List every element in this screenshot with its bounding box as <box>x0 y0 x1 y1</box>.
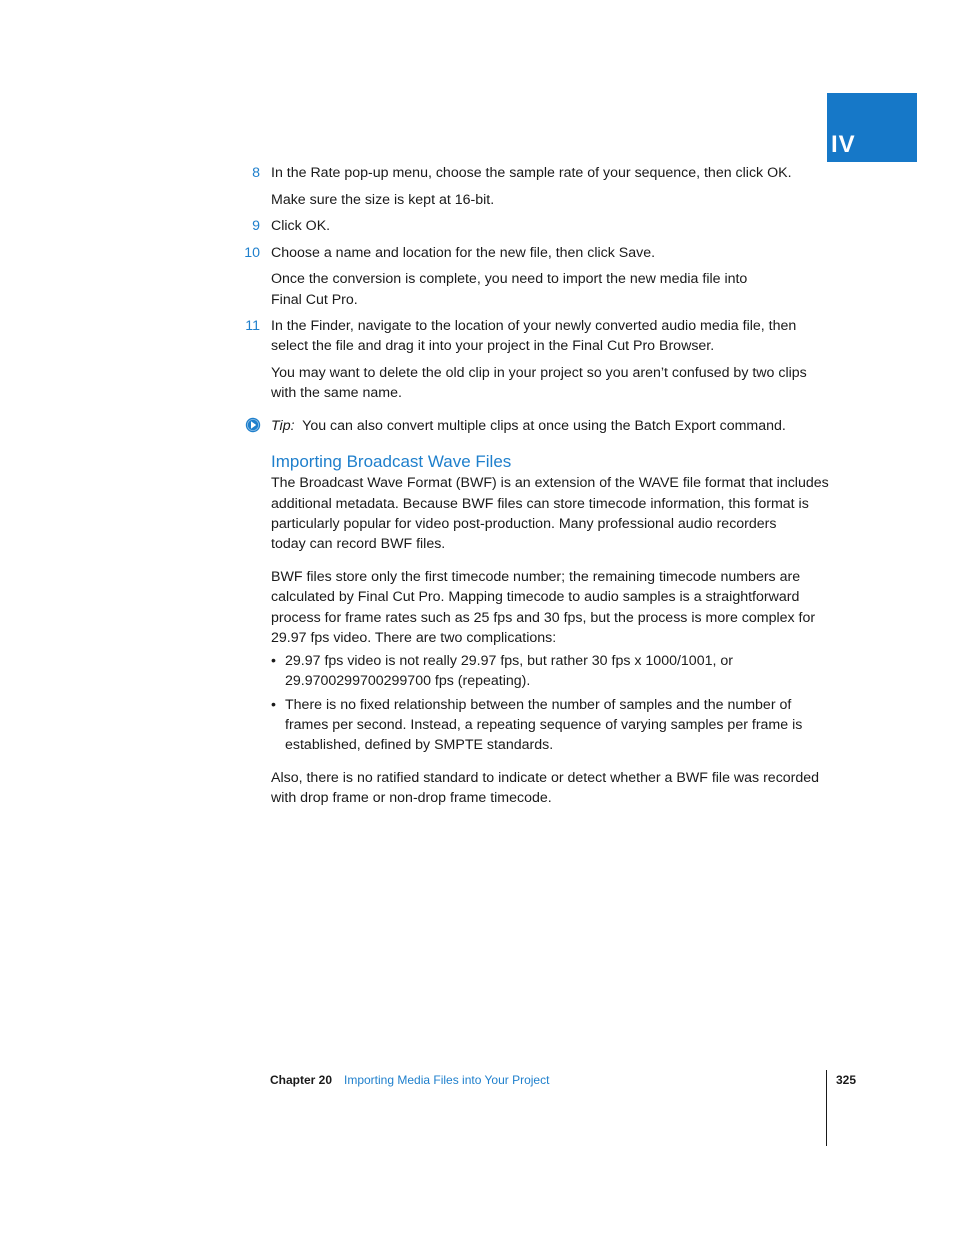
bullet-text: frames per second. Instead, a repeating sequence of varying samples per frame is <box>285 717 803 733</box>
footer-divider <box>826 1070 827 1146</box>
step-number: 8 <box>252 165 260 181</box>
bullet-marker: • <box>271 697 276 713</box>
step-number: 11 <box>245 318 260 334</box>
step-note: with the same name. <box>271 385 402 401</box>
paragraph-line: calculated by Final Cut Pro. Mapping timecode to audio samples is a straightforward <box>271 589 800 605</box>
step-number: 9 <box>252 218 260 234</box>
footer-chapter: Chapter 20 <box>270 1073 333 1087</box>
page-number: 325 <box>836 1073 857 1087</box>
bullet-text: established, defined by SMPTE standards. <box>285 737 554 753</box>
step-text: select the file and drag it into your project in the Final Cut Pro Browser. <box>271 338 715 354</box>
tip-label: Tip: <box>271 418 295 434</box>
section-heading: Importing Broadcast Wave Files <box>271 452 512 471</box>
step-number: 10 <box>244 245 260 261</box>
bullet-marker: • <box>271 653 276 669</box>
paragraph-line: with drop frame or non-drop frame timecode. <box>271 790 552 806</box>
tip-arrow-icon <box>245 417 261 433</box>
part-tab-label: IV <box>831 131 856 158</box>
step-text: In the Finder, navigate to the location of your newly converted audio media file, then <box>271 318 797 334</box>
bullet-text: 29.9700299700299700 fps (repeating). <box>285 673 531 689</box>
step-note: Final Cut Pro. <box>271 292 358 308</box>
step-note: Make sure the size is kept at 16-bit. <box>271 192 495 208</box>
tip-text: You can also convert multiple clips at once using the Batch Export command. <box>302 418 786 434</box>
step-text: Click OK. <box>271 218 331 234</box>
paragraph-line: additional metadata. Because BWF files can store timecode information, this format is <box>271 496 809 512</box>
paragraph-line: today can record BWF files. <box>271 536 446 552</box>
paragraph-line: particularly popular for video post-production. Many professional audio recorders <box>271 516 777 532</box>
footer-chapter-title: Importing Media Files into Your Project <box>344 1073 550 1087</box>
part-tab <box>827 93 917 162</box>
paragraph-line: Also, there is no ratified standard to indicate or detect whether a BWF file was recorded <box>271 770 820 786</box>
step-text: In the Rate pop-up menu, choose the sample rate of your sequence, then click OK. <box>271 165 792 181</box>
bullet-text: 29.97 fps video is not really 29.97 fps, but rather 30 fps x 1000/1001, or <box>285 653 733 669</box>
step-note: Once the conversion is complete, you need to import the new media file into <box>271 271 748 287</box>
tip-line <box>271 416 786 436</box>
paragraph-line: BWF files store only the first timecode number; the remaining timecode numbers are <box>271 569 801 585</box>
bullet-text: There is no fixed relationship between the number of samples and the number of <box>285 697 792 713</box>
paragraph-line: The Broadcast Wave Format (BWF) is an extension of the WAVE file format that includes <box>271 475 829 491</box>
step-note: You may want to delete the old clip in your project so you aren’t confused by two clips <box>271 365 807 381</box>
paragraph-line: process for frame rates such as 25 fps and 30 fps, but the process is more complex for <box>271 610 816 626</box>
paragraph-line: 29.97 fps video. There are two complications: <box>271 630 557 646</box>
step-text: Choose a name and location for the new file, then click Save. <box>271 245 656 261</box>
